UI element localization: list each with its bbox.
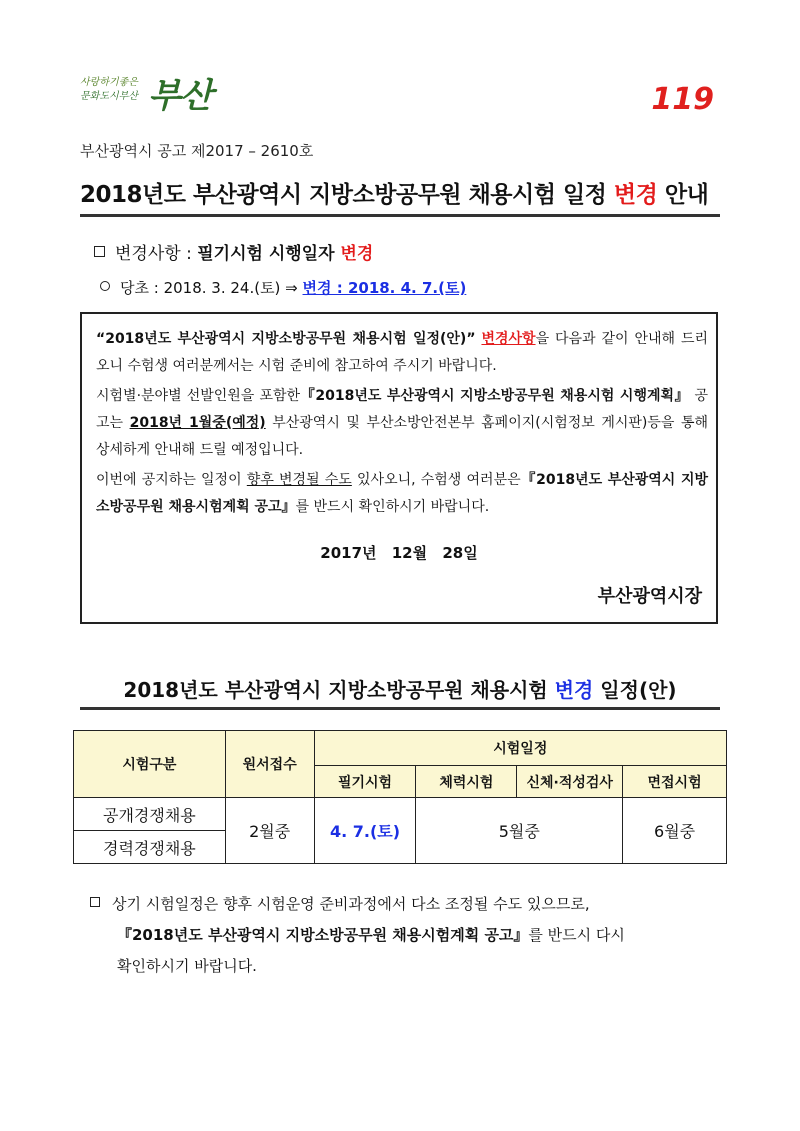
change-label: 변경사항 : (115, 244, 198, 264)
notice-paragraph-2 (96, 383, 708, 464)
notice-p2-end: 부산광역시 및 부산소방안전본부 홈페이지(시험정보 게시판)등을 통해 상세하게 안내해 드릴 예정입니다. (96, 415, 709, 458)
new-date: 변경 : 2018. 4. 7.(토) (302, 279, 467, 297)
header-written: 필기시험 (314, 766, 416, 798)
footer-announcement-title: 『2018년도 부산광역시 지방소방공무원 채용시험계획 공고』 (117, 926, 529, 944)
row-open-recruitment: 공개경쟁채용 (74, 798, 226, 831)
notice-announcement-title: 『2018년도 부산광역시 지방소방공무원 채용시험계획 공고』 (96, 472, 708, 515)
notice-paragraph-3 (96, 467, 708, 521)
notice-p3-mid: 있사오니, 수험생 여러분은 (351, 472, 521, 488)
city-slogan (80, 76, 138, 104)
notice-p1-rest: 을 다음과 같이 안내해 드리오니 수험생 여러분께서는 시험 준비에 참고하여 주시기 바랍니다. (96, 331, 708, 374)
footer-line-2-rest: 를 반드시 다시 (528, 926, 625, 944)
notice-plan-date: 2018년 1월중(예정) (129, 415, 266, 431)
circle-bullet-icon (100, 281, 110, 291)
header-exam-schedule: 시험일정 (314, 731, 726, 766)
notice-p3-start: 이번에 공지하는 일정이 (96, 472, 247, 488)
notice-number: 부산광역시 공고 제2017 – 2610호 (80, 142, 314, 160)
footer-note (90, 889, 730, 982)
interview-period: 6월중 (623, 798, 727, 864)
title-divider (80, 214, 720, 217)
title-suffix: 안내 (657, 182, 709, 208)
notice-p2-start: 시험별·분야별 선발인원을 포함한 (96, 388, 301, 404)
row-career-recruitment: 경력경쟁채용 (74, 831, 226, 864)
notice-p3-end: 를 반드시 확인하시기 바랍니다. (295, 499, 490, 515)
table-header-row (74, 731, 727, 766)
notice-may-change: 향후 변경될 수도 (246, 472, 352, 488)
notice-p2-mid: 공고는 (96, 388, 709, 431)
header-application: 원서접수 (225, 731, 314, 798)
date-change-line (100, 277, 466, 298)
footer-line-3: 확인하시기 바랍니다. (117, 957, 257, 975)
notice-quote: “2018년도 부산광역시 지방소방공무원 채용시험 일정(안)” (96, 331, 476, 347)
notice-change-highlight: 변경사항 (481, 331, 536, 347)
footer-line-1-text: 상기 시험일정은 향후 시험운영 준비과정에서 다소 조정될 수도 있으므로, (112, 895, 590, 913)
notice-signer: 부산광역시장 (597, 586, 702, 607)
schedule-divider (80, 707, 720, 710)
notice-plan-title: 『2018년도 부산광역시 지방소방공무원 채용시험 시행계획』 (300, 388, 690, 404)
fire-119-logo-graphic (636, 80, 716, 114)
notice-date: 2017년 12월 28일 (320, 544, 478, 562)
title-highlight: 변경 (613, 182, 658, 208)
title-prefix: 2018년도 부산광역시 지방소방공무원 채용시험 일정 (80, 182, 614, 208)
schedule-table (73, 730, 727, 864)
fire-119-logo (636, 80, 716, 114)
change-summary (94, 239, 373, 264)
schedule-title-prefix: 2018년도 부산광역시 지방소방공무원 채용시험 (123, 678, 555, 702)
schedule-title-highlight: 변경 (554, 678, 594, 702)
city-slogan-line2: 문화도시부산 (80, 91, 138, 102)
square-bullet-icon (94, 246, 105, 257)
physical-medical-period: 5월중 (416, 798, 623, 864)
busan-city-logo (80, 70, 220, 120)
square-bullet-icon (90, 897, 100, 907)
city-logo-text: 부산 (148, 76, 212, 116)
page-title (80, 176, 708, 209)
change-item: 필기시험 시행일자 (197, 244, 341, 264)
fire-119-text: 119 (651, 82, 714, 114)
schedule-title (80, 674, 720, 703)
notice-box (80, 312, 718, 624)
table-row (74, 798, 727, 831)
header-category: 시험구분 (74, 731, 226, 798)
schedule-title-suffix: 일정(안) (593, 678, 677, 702)
header-medical: 신체·적성검사 (517, 766, 623, 798)
change-highlight: 변경 (340, 244, 374, 264)
application-period: 2월중 (225, 798, 314, 864)
notice-paragraph-1 (96, 326, 708, 380)
footer-line-1 (90, 889, 730, 920)
written-exam-date: 4. 7.(토) (314, 798, 416, 864)
city-slogan-line1: 사랑하기좋은 (80, 77, 138, 88)
original-date: 당초 : 2018. 3. 24.(토) ⇒ (120, 279, 303, 297)
footer-line-2 (90, 920, 730, 951)
header-physical: 체력시험 (416, 766, 517, 798)
header-interview: 면접시험 (623, 766, 727, 798)
